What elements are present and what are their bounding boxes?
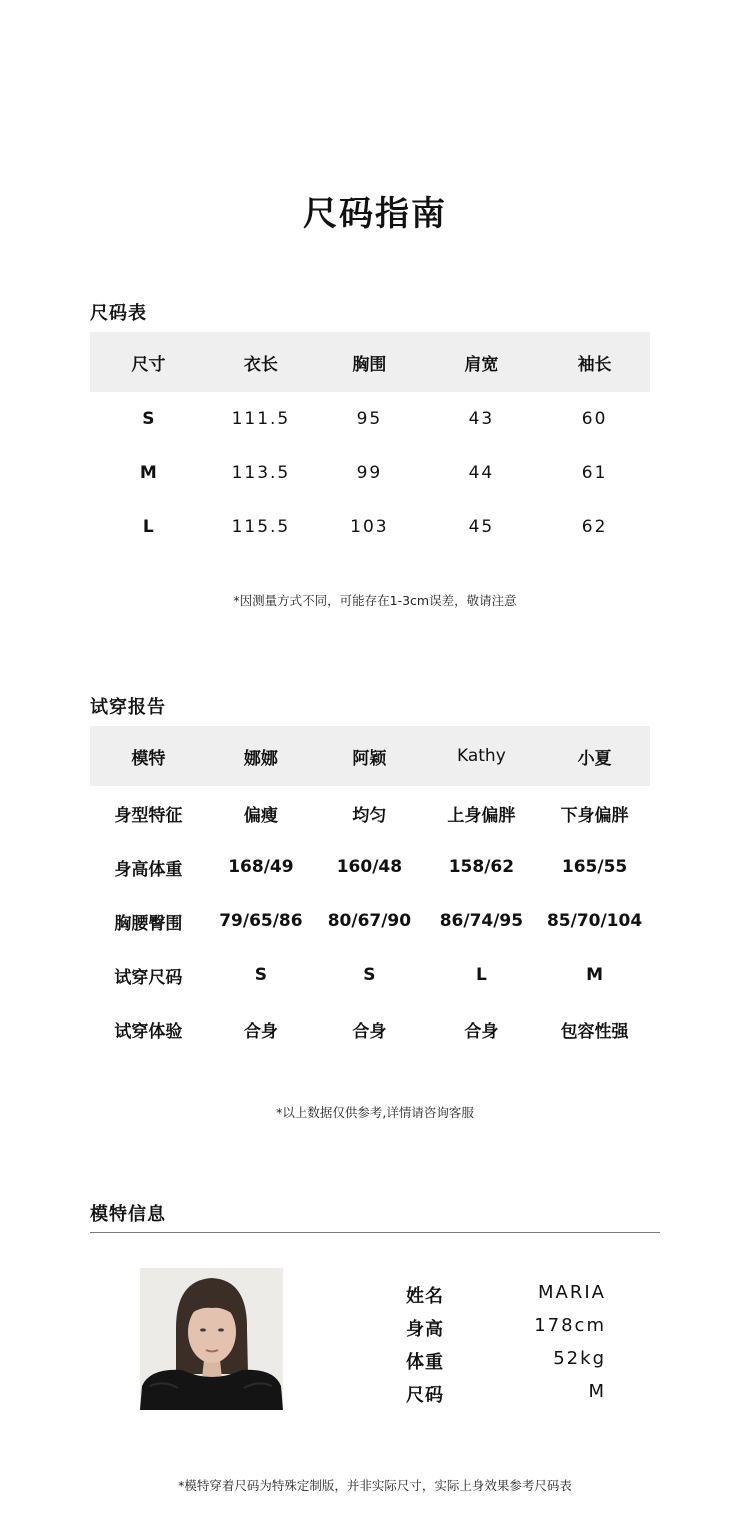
info-label: 体重 (406, 1352, 444, 1373)
model-info-weight (406, 1348, 606, 1381)
table-cell: 61 (581, 463, 608, 483)
fit-report-note: *以上数据仅供参考,详情请咨询客服 (276, 1105, 474, 1120)
table-cell: 111.5 (231, 409, 291, 429)
table-row (90, 500, 650, 554)
model-info-height (406, 1315, 606, 1348)
model-photo (140, 1268, 283, 1410)
table-cell: 45 (468, 517, 495, 537)
column-header-nana: 娜娜 (243, 748, 278, 769)
table-cell: 60 (581, 409, 608, 429)
column-header-sleeve: 袖长 (577, 354, 612, 375)
page-title: 尺码指南 (303, 194, 447, 234)
table-row (90, 840, 650, 894)
table-cell: 165/55 (561, 857, 628, 877)
table-row (90, 894, 650, 948)
info-value: 178cm (534, 1315, 606, 1336)
table-cell: 包容性强 (560, 1021, 629, 1042)
table-cell: 168/49 (228, 857, 294, 877)
column-header-xiaoxia: 小夏 (577, 748, 612, 769)
row-label: 胸腰臀围 (114, 913, 183, 934)
table-row (90, 446, 650, 500)
size-chart-note: *因测量方式不同，可能存在1-3cm误差，敬请注意 (233, 593, 517, 608)
table-row (90, 392, 650, 446)
size-label: S (142, 409, 155, 429)
table-row (90, 1002, 650, 1056)
table-cell: 合身 (352, 1021, 387, 1042)
column-header-kathy: Kathy (457, 746, 506, 766)
fit-report-header-row (90, 726, 650, 786)
size-label: M (139, 463, 157, 483)
table-cell: L (475, 965, 487, 985)
table-cell: 62 (581, 517, 608, 537)
row-label: 身型特征 (114, 805, 183, 826)
fit-report-title: 试穿报告 (90, 697, 166, 718)
model-info-name (406, 1282, 606, 1315)
fit-report-table (90, 726, 650, 1056)
footer-note: *模特穿着尺码为特殊定制版，并非实际尺寸，实际上身效果参考尺码表 (178, 1478, 572, 1493)
table-cell: 合身 (243, 1021, 278, 1042)
table-cell: 79/65/86 (219, 911, 303, 931)
table-cell: 86/74/95 (439, 911, 524, 931)
size-chart-table (90, 332, 650, 554)
table-cell: 99 (356, 463, 383, 483)
table-cell: 偏瘦 (243, 805, 278, 826)
table-cell: S (363, 965, 376, 985)
info-value: 52kg (553, 1348, 606, 1369)
table-cell: 合身 (464, 1021, 499, 1042)
table-cell: 115.5 (231, 517, 291, 537)
row-label: 试穿尺码 (114, 967, 183, 988)
table-cell: 下身偏胖 (560, 805, 629, 826)
table-cell: 103 (350, 517, 389, 537)
column-header-aying: 阿颖 (352, 748, 387, 769)
table-cell: 43 (468, 409, 495, 429)
table-cell: 113.5 (231, 463, 291, 483)
table-cell: M (586, 965, 604, 985)
column-header-shoulder: 肩宽 (464, 354, 499, 375)
column-header-size: 尺寸 (131, 354, 166, 375)
table-row (90, 786, 650, 840)
info-value: MARIA (538, 1282, 606, 1303)
info-value: M (588, 1381, 606, 1402)
table-row (90, 948, 650, 1002)
table-cell: 上身偏胖 (447, 805, 516, 826)
model-info-size (406, 1381, 606, 1414)
size-chart-title: 尺码表 (90, 303, 147, 324)
table-cell: 158/62 (448, 857, 515, 877)
model-info-title: 模特信息 (90, 1204, 166, 1225)
column-header-length: 衣长 (243, 354, 278, 375)
column-header-chest: 胸围 (352, 354, 387, 375)
table-cell: 160/48 (336, 857, 403, 877)
table-cell: 44 (468, 463, 495, 483)
size-label: L (142, 517, 154, 537)
table-cell: 均匀 (352, 805, 387, 826)
table-cell: S (254, 965, 268, 985)
table-cell: 95 (356, 409, 383, 429)
info-label: 尺码 (406, 1385, 444, 1406)
table-cell: 85/70/104 (546, 911, 643, 931)
size-chart-header-row (90, 332, 650, 392)
row-label: 试穿体验 (114, 1021, 183, 1042)
section-divider (90, 1232, 660, 1233)
model-portrait-image (140, 1268, 283, 1410)
row-label: 身高体重 (114, 859, 183, 880)
column-header-model: 模特 (131, 748, 166, 769)
info-label: 姓名 (406, 1286, 444, 1307)
table-cell: 80/67/90 (327, 911, 412, 931)
info-label: 身高 (406, 1319, 444, 1340)
